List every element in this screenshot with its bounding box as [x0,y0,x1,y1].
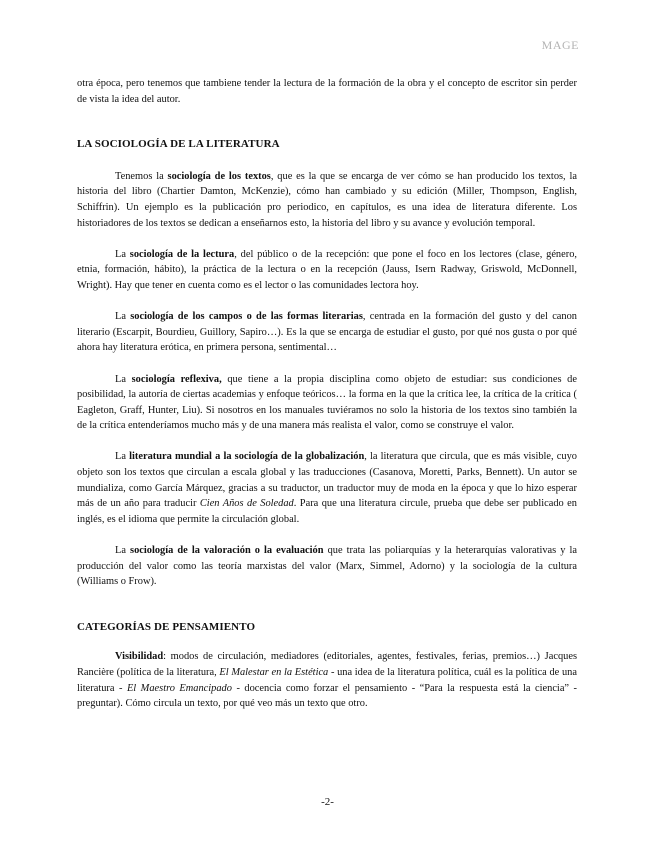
paragraph-globalization: La literatura mundial a la sociología de la globalización, la literatura que circula, que es más visible, cuyo objeto son los textos que circulan a escala global y las traducciones (Casanova, Moretti, Parks, Bennett). Un autor se mundializa, como García Márquez, gracias a su traductor, un traductor muy de moda en la época y que lo hizo esperar más de un año para traducir Cien Años de Soledad. Para que una literatura circule, prueba que debe ser publicado en inglés, es el idioma que permite la circulación global. [77,451,577,525]
term-sociology-of-fields: sociología de los campos o de las formas literarias [130,311,363,323]
page-number: -2- [321,796,334,808]
term-sociology-of-reading: sociología de la lectura [129,248,235,260]
term-reflexive-sociology: sociología reflexiva, [131,373,222,385]
term-visibility: Visibilidad [115,651,164,663]
section-heading-categories: CATEGORÍAS DE PENSAMIENTO [77,620,256,633]
document-body [77,76,577,712]
paragraph-reading: La sociología de la lectura, del público o de la recepción: que pone el foco en los lectores (clase, género, etnia, formación, hábito), la práctica de la lectura o en la recepción (Jauss, Isern Radway, Griswold, McDonnell, Wright). Hay que tener en cuenta como es el lector o las comunidades lectora hoy. [77,248,577,291]
section-heading-sociology: LA SOCIOLOGÍA DE LA LITERATURA [77,138,280,151]
term-world-literature: literatura mundial a la sociología de la globalización [129,451,365,463]
paragraph-fields: La sociología de los campos o de las formas literarias, centrada en la formación del gusto y del canon literario (Escarpit, Bourdieu, Guillory, Sapiro…). Es la que se encarga de estudiar el gusto, por qué nos gusta o por qué ahora hay literatura erótica, en primera persona, sentimental… [77,311,578,354]
paragraph-visibility: Visibilidad: modos de circulación, mediadores (editoriales, agentes, festivales, ferias, premios…) Jacques Rancière (política de la literatura, El Malestar en la Estética - una idea de la literatura política, cuál es la política de una literatura - El Maestro Emancipado - docencia como forzar el pensamiento - “Para la respuesta está la ciencia” - preguntar). Cómo circula un texto, por qué veo más un texto que otro. [77,651,578,710]
header-watermark: MAGE [541,38,579,52]
paragraph-texts: Tenemos la sociología de los textos, que es la que se encarga de ver cómo se han producido los textos, la historia del libro (Chartier Damton, McKenzie), cómo han cambiado y su edición (Miller, Thompson, English, Schiffrin). Un ejemplo es la publicación pro periodico, en capítulos, es una idea de literatura diferente. Los historiadores de los textos se dedican a enseñarnos esto, la historia del libro y su avance y evolución temporal. [77,170,577,229]
book-title-malestar: El Malestar en la Estética [219,667,329,678]
intro-paragraph: otra época, pero tenemos que tambiene tender la lectura de la formación de la obra y el concepto de escritor sin perder de vista la idea del autor. [77,78,577,105]
term-sociology-of-valuation: sociología de la valoración o la evaluación [130,545,324,557]
term-sociology-of-texts: sociología de los textos [167,170,271,182]
paragraph-reflexive: La sociología reflexiva, que tiene a la propia disciplina como objeto de estudiar: sus condiciones de posibilidad, la autoría de ciertas academias y enfoque teóricos… la forma en la que la crítica lee, la crítica de la crítica ( Eagleton, Graff, Hunter, Liu). Si nosotros en los manuales tuviéramos no solo la historia de los textos sino también la de la crítica entenderíamos mucho más y de una manera más realista el valor, como se construye el valor. [77,373,577,432]
book-title-maestro: El Maestro Emancipado [126,682,232,694]
book-title-cien-anos: Cien Años de Soledad [199,498,294,510]
paragraph-valuation: La sociología de la valoración o la evaluación que trata las poliarquías y la heterarquías valorativas y la producción del valor como las teoría marxistas del valor (Marx, Simmel, Adorno) y la sociología de la cultura (Williams o Frow). [77,545,578,588]
